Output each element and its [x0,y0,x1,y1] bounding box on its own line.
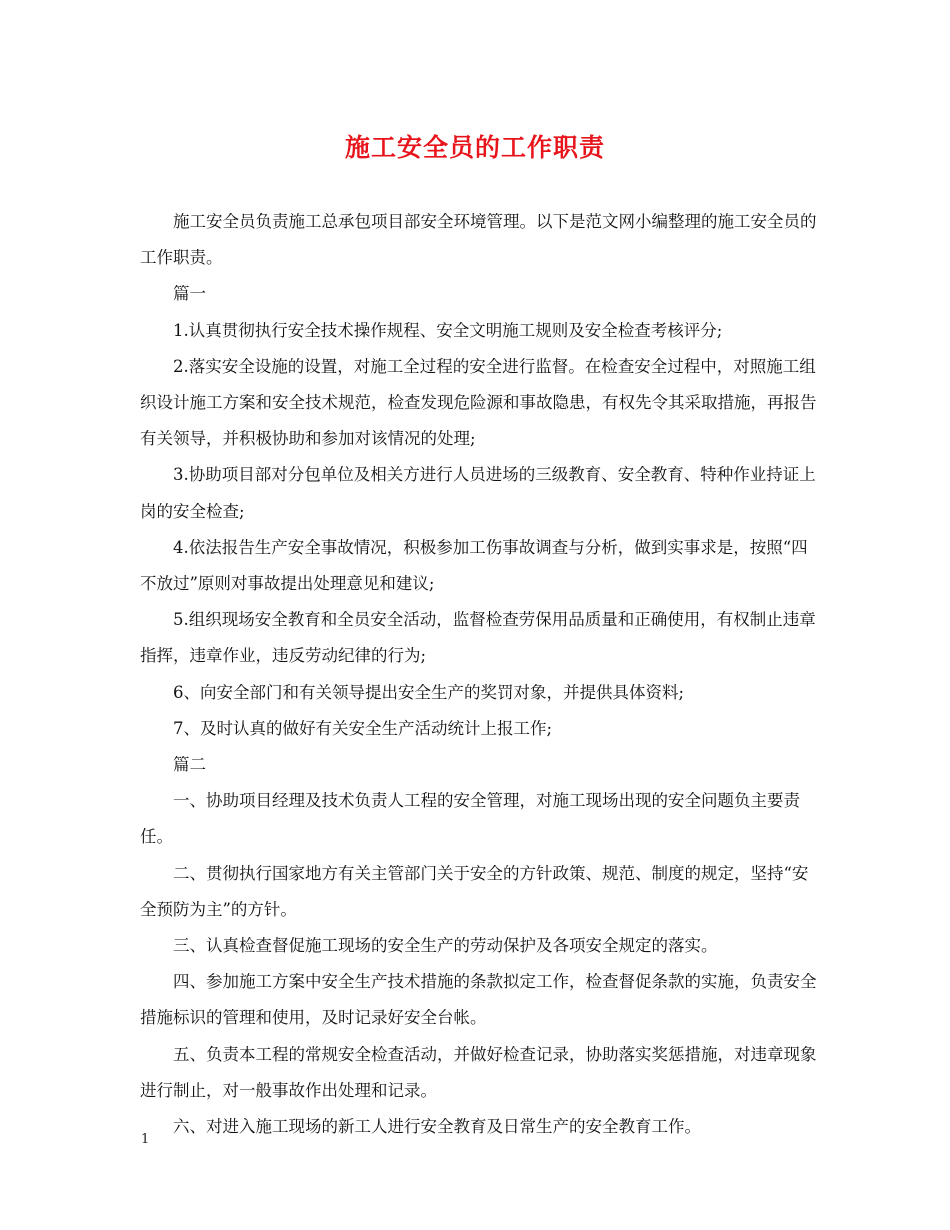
duty-item-four: 四、参加施工方案中安全生产技术措施的条款拟定工作，检查督促条款的实施，负责安全措施标识的管理和使用，及时记录好安全台帐。 [140,972,817,1028]
duty-item-five: 五、负责本工程的常规安全检查活动，并做好检查记录，协助落实奖惩措施，对违章现象进行制止，对一般事故作出处理和记录。 [140,1044,817,1100]
duty-item-two: 二、贯彻执行国家地方有关主管部门关于安全的方针政策、规范、制度的规定，坚持“安全预防为主”的方针。 [140,863,809,919]
duty-item-5: 5.组织现场安全教育和全员安全活动，监督检查劳保用品质量和正确使用，有权制止违章指挥，违章作业，违反劳动纪律的行为; [140,610,816,666]
section-heading-part-two: 篇二 [173,755,206,775]
duty-item-one: 一、协助项目经理及技术负责人工程的安全管理，对施工现场出现的安全问题负主要责任。 [140,791,800,847]
duty-item-7: 7、及时认真的做好有关安全生产活动统计上报工作; [173,718,553,738]
duty-item-three: 三、认真检查督促施工现场的安全生产的劳动保护及各项安全规定的落实。 [173,936,718,956]
duty-item-3: 3.协助项目部对分包单位及相关方进行人员进场的三级教育、安全教育、特种作业持证上岗的安全检查; [140,465,816,521]
section-heading-part-one: 篇一 [173,284,206,304]
duty-item-1: 1.认真贯彻执行安全技术操作规程、安全文明施工规则及安全检查考核评分; [173,320,723,340]
intro-paragraph: 施工安全员负责施工总承包项目部安全环境管理。以下是范文网小编整理的施工安全员的工作职责。 [140,212,817,268]
duty-item-six: 六、对进入施工现场的新工人进行安全教育及日常生产的安全教育工作。 [173,1117,701,1137]
duty-item-6: 6、向安全部门和有关领导提出安全生产的奖罚对象，并提供具体资料; [173,682,685,702]
document-body [140,204,820,1145]
page-number: 1 [141,1132,150,1147]
duty-item-2: 2.落实安全设施的设置，对施工全过程的安全进行监督。在检查安全过程中，对照施工组织设计施工方案和安全技术规范，检查发现危险源和事故隐患，有权先令其采取措施，再报告有关领导，并积极协助和参加对该情况的处理; [140,356,817,449]
duty-item-4: 4.依法报告生产安全事故情况，积极参加工伤事故调查与分析，做到实事求是，按照“四不放过”原则对事故提出处理意见和建议; [140,537,808,594]
page-title: 施工安全员的工作职责 [344,133,605,162]
